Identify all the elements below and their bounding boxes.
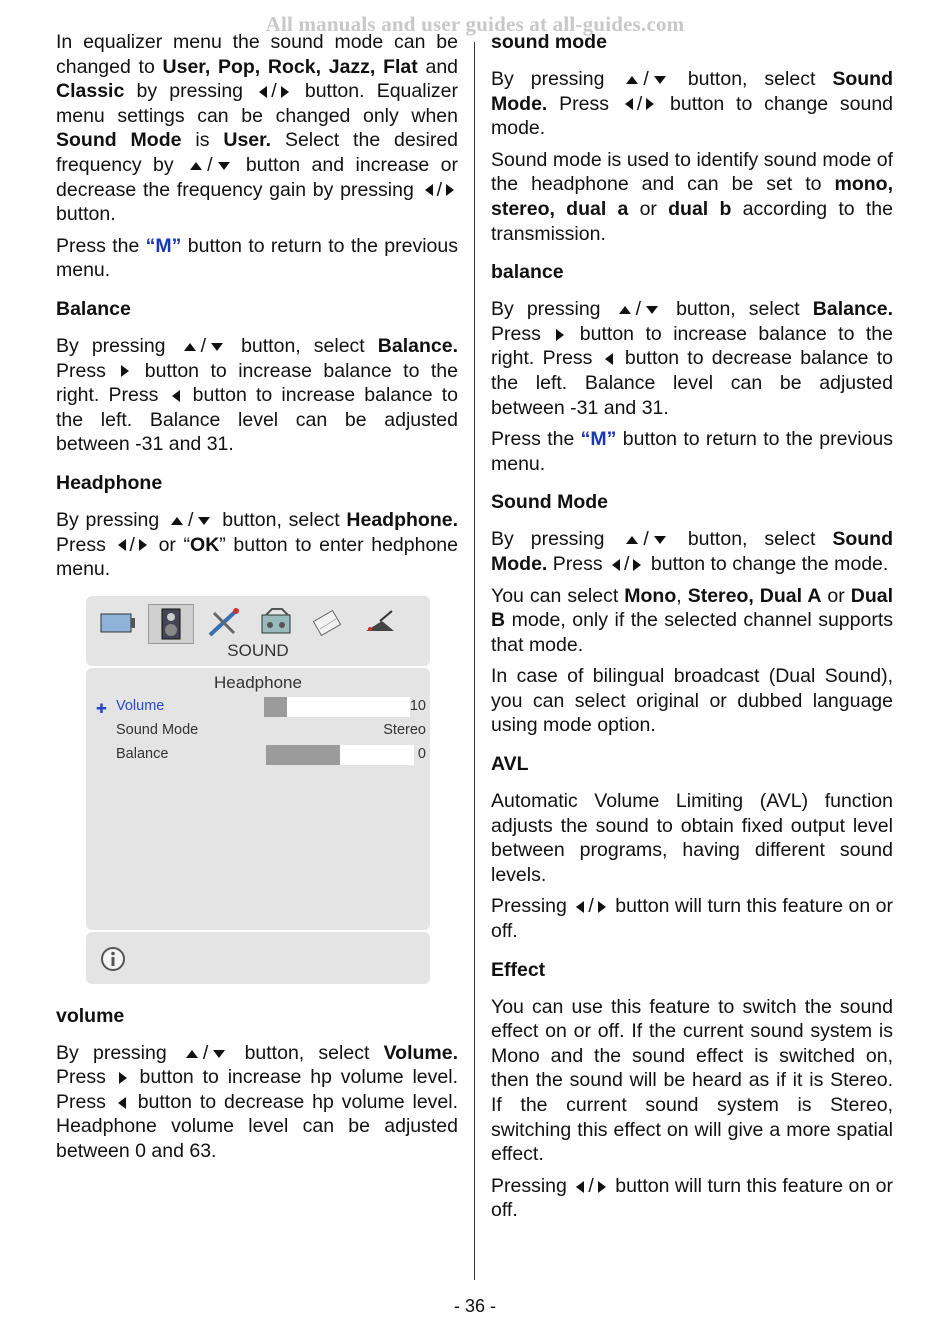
left-arrow-icon [172,390,180,402]
balance-level-bar [266,745,414,765]
left-arrow-icon [576,1181,584,1193]
down-arrow-icon [211,343,223,351]
menu-row-label: Balance [116,746,169,763]
volume-level-bar [264,697,410,717]
selection-marker-icon: ✚ [96,700,107,716]
right-arrow-icon [633,559,641,571]
sound-menu-icon [148,604,194,644]
left-arrow-icon [605,353,613,365]
balance-paragraph: By pressing / button, select Balance. Press button to increase balance to the right. Press button to decrease balance to the left. Balance level can be adjusted between -31 and 31. [491,298,893,419]
source-menu-icon [306,604,350,642]
menu-row-volume[interactable] [96,696,426,718]
effect-toggle-paragraph: Pressing / button will turn this feature on or off. [491,1174,893,1222]
left-column [56,30,458,1171]
watermark: All manuals and user guides at all-guides.com [265,12,685,36]
menu-row-value: Stereo [383,722,426,739]
page-number: - 36 - [453,1296,496,1316]
left-arrow-icon [259,86,267,98]
install-menu-icon [254,604,298,642]
right-column [491,30,893,1230]
up-arrow-icon [186,1050,198,1058]
headphone-menu-screenshot [86,596,430,984]
up-arrow-icon [190,162,202,170]
right-arrow-icon [598,901,606,913]
menu-row-value: 0 [417,746,426,763]
column-divider [474,42,475,1280]
section-heading-headphone: Headphone [56,471,163,494]
right-arrow-icon [281,86,289,98]
equalizer-paragraph: In equalizer menu the sound mode can be changed to User, Pop, Rock, Jazz, Flat and Classic by pressing / button. Equalizer menu settings can be changed only when Sound Mode is User. Select the desired frequency by / button and increase or decrease the frequency gain by pressing / button. [56,31,459,226]
sound-mode-select-paragraph: By pressing / button, select Sound Mode. Press / button to change sound mode. [491,68,894,140]
menu-row-label: Volume [116,698,165,715]
info-icon [100,946,126,972]
balance-level-fill [266,745,340,765]
section-heading-avl: AVL [491,753,529,776]
down-arrow-icon [213,1050,225,1058]
section-heading-sound-mode-2: Sound Mode [491,491,608,514]
picture-menu-icon [96,604,140,642]
down-arrow-icon [654,536,666,544]
menu-row-label: Sound Mode [116,722,199,739]
right-arrow-icon [139,539,147,551]
up-arrow-icon [626,76,638,84]
up-arrow-icon [626,536,638,544]
left-arrow-icon [576,901,584,913]
return-paragraph: Press the “M” button to return to the previous menu. [491,428,893,475]
right-arrow-icon [119,1072,127,1084]
left-arrow-icon [612,559,620,571]
menu-title: SOUND [227,641,289,661]
up-arrow-icon [171,517,183,525]
headphone-menu-panel [86,668,430,930]
sound-mode-description-paragraph: Sound mode is used to identify sound mode of the headphone and can be set to mono, stereo, dual a or dual b according to the transmission. [491,148,893,245]
left-arrow-icon [118,539,126,551]
volume-level-fill [264,697,287,717]
section-heading-balance: balance [491,261,564,284]
left-arrow-icon [425,184,433,196]
headphone-paragraph: By pressing / button, select Headphone. Press / or “OK” button to enter hedphone menu. [56,508,458,581]
right-arrow-icon [646,98,654,110]
down-arrow-icon [218,162,230,170]
down-arrow-icon [646,306,658,314]
menu-row-value: 10 [409,698,426,715]
left-arrow-icon [118,1097,126,1109]
avl-paragraph: Automatic Volume Limiting (AVL) function adjusts the sound to obtain fixed output level between programs, having different sound levels. [491,790,893,886]
settings-menu-icon [202,604,246,642]
sound-mode-options-paragraph: You can select Mono, Stereo, Dual A or Dual B mode, only if the selected channel supports that mode. [491,584,893,656]
menu-info-bar [86,932,430,984]
right-arrow-icon [598,1181,606,1193]
section-heading-volume: volume [56,1004,125,1027]
section-heading-effect: Effect [491,958,546,981]
volume-paragraph: By pressing / button, select Volume. Press button to increase hp volume level. Press button to decrease hp volume level. Headphone volume level can be adjusted between 0 and 63. [56,1041,459,1163]
right-arrow-icon [121,365,129,377]
up-arrow-icon [184,343,196,351]
up-arrow-icon [619,306,631,314]
right-arrow-icon [446,184,454,196]
bilingual-paragraph: In case of bilingual broadcast (Dual Sound), you can select original or dubbed language using mode option. [491,665,893,737]
balance-paragraph: By pressing / button, select Balance. Press button to increase balance to the right. Press button to increase balance to the left. Balance level can be adjusted between -31 and 31. [56,334,458,456]
left-arrow-icon [625,98,633,110]
avl-toggle-paragraph: Pressing / button will turn this feature on or off. [491,895,893,943]
section-heading-sound-mode: sound mode [491,31,607,53]
sound-mode-change-paragraph: By pressing / button, select Sound Mode. Press / button to change the mode. [491,528,893,575]
effect-paragraph: You can use this feature to switch the sound effect on or off. If the current sound system is Mono and the sound effect is switched on, then the sound will be heard as if it is Stereo. If the current sound system is Stereo, switching this effect on will give a more spatial effect. [491,995,893,1166]
menu-row-sound-mode[interactable] [96,720,426,742]
return-paragraph: Press the “M” button to return to the previous menu. [56,234,458,282]
feature-menu-icon [358,604,402,642]
right-arrow-icon [556,329,564,341]
menu-icon-bar [86,596,430,666]
menu-row-balance[interactable] [96,744,426,766]
down-arrow-icon [198,517,210,525]
down-arrow-icon [654,76,666,84]
section-heading-balance: Balance [56,297,131,320]
submenu-title: Headphone [214,672,302,692]
